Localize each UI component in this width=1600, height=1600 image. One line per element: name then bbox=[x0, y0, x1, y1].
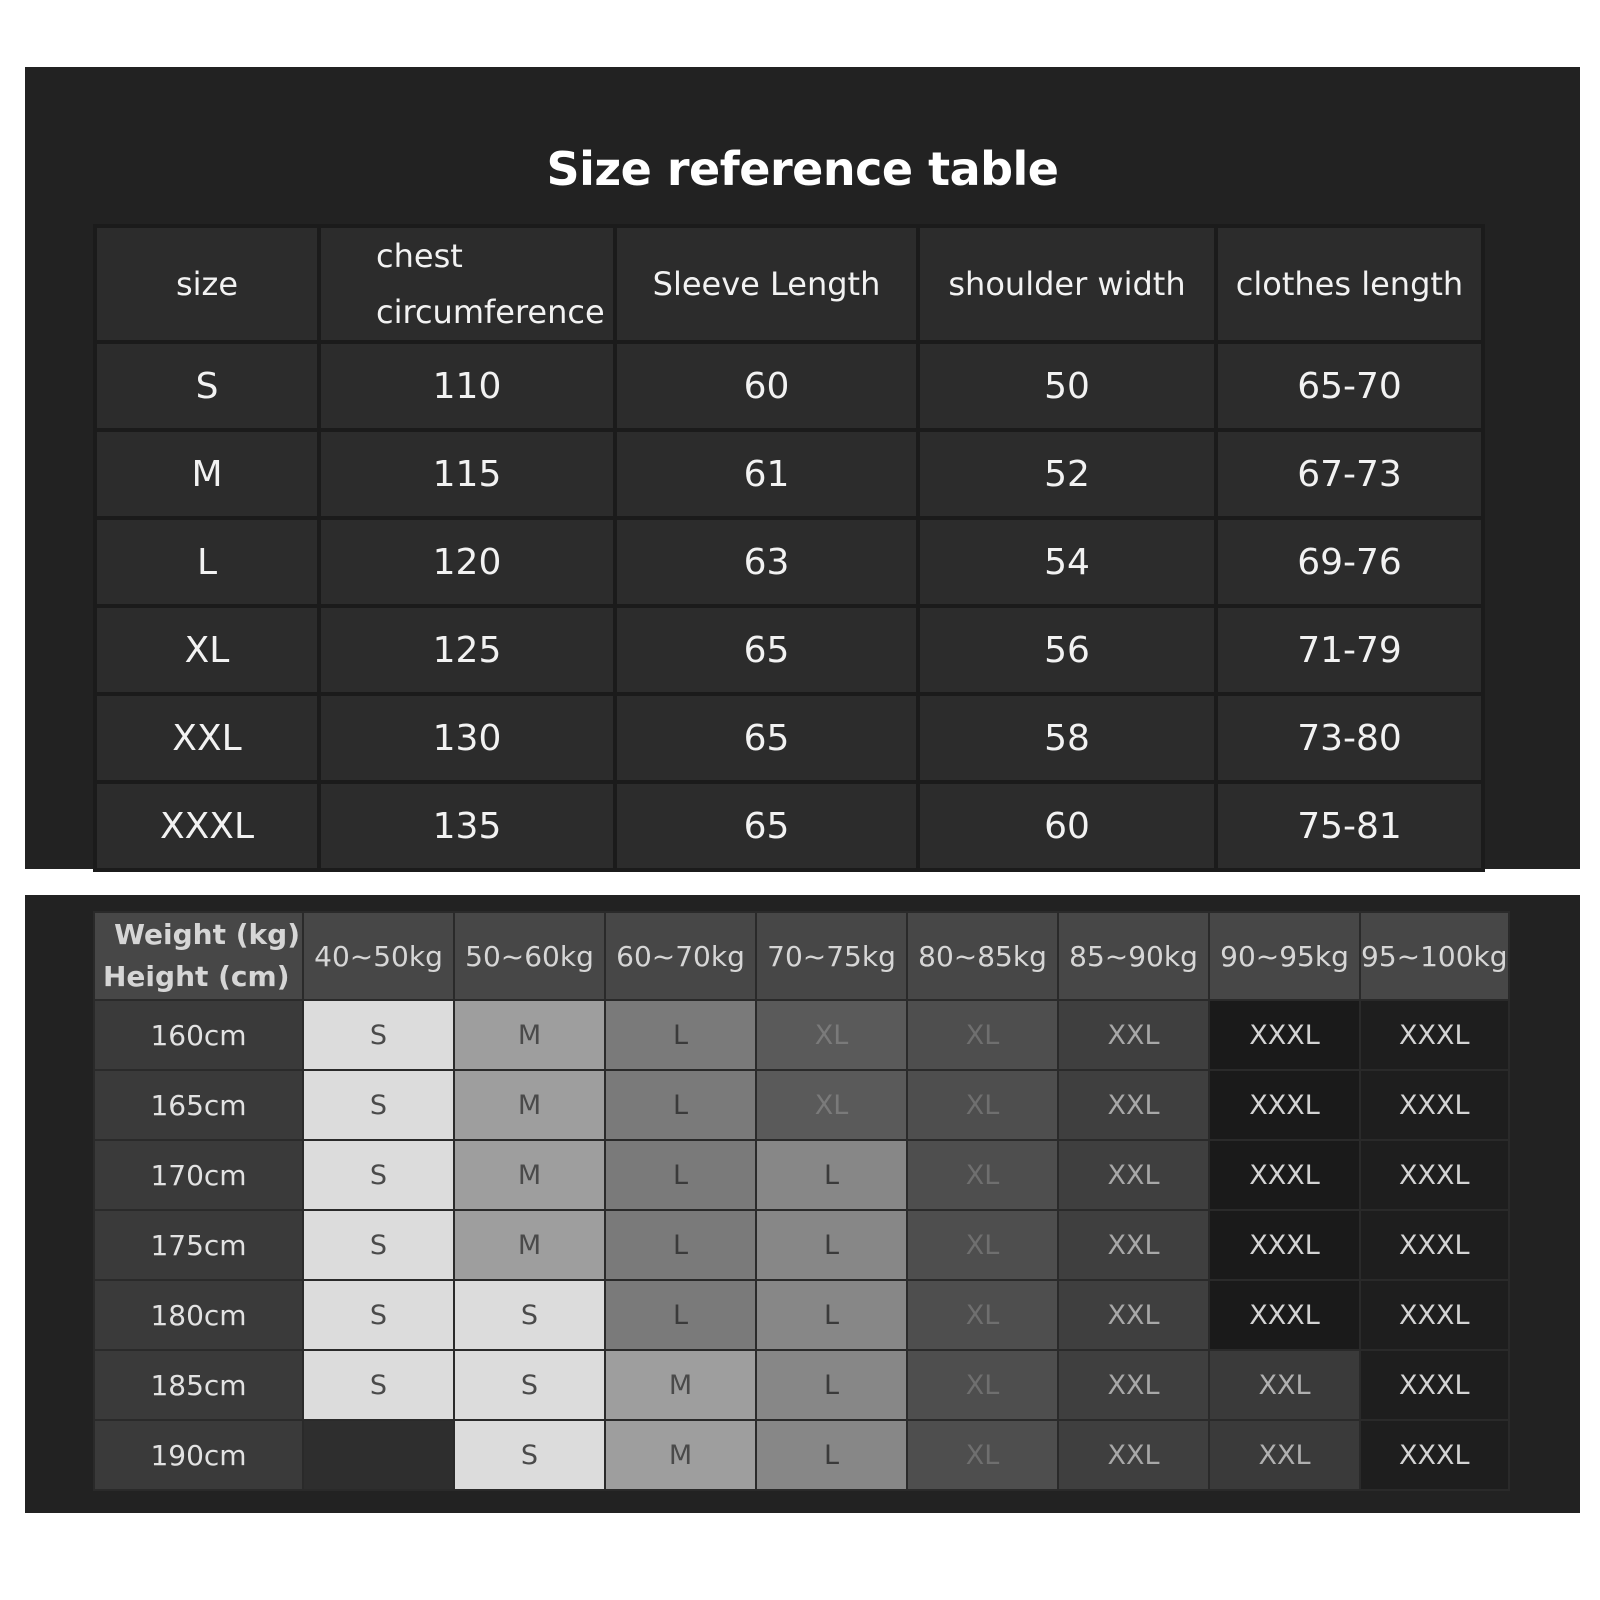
size-cell: XXXL bbox=[1360, 1070, 1509, 1140]
size-cell: XXL bbox=[1058, 1140, 1209, 1210]
size-cell: XXXL bbox=[1209, 1210, 1360, 1280]
size-cell: L bbox=[605, 1070, 756, 1140]
table-row bbox=[95, 342, 1483, 430]
cell-shoulder: 56 bbox=[918, 606, 1216, 694]
table-row bbox=[94, 1140, 1509, 1210]
size-cell: XXXL bbox=[1360, 1140, 1509, 1210]
size-cell: L bbox=[756, 1420, 907, 1490]
size-cell: XL bbox=[907, 1420, 1058, 1490]
cell-chest: 120 bbox=[319, 518, 615, 606]
size-cell: XL bbox=[907, 1210, 1058, 1280]
size-cell: XXL bbox=[1058, 1210, 1209, 1280]
size-cell: L bbox=[756, 1280, 907, 1350]
size-cell: XXXL bbox=[1360, 1420, 1509, 1490]
height-axis-label: Height (cm) bbox=[103, 960, 290, 993]
header-length: clothes length bbox=[1216, 226, 1483, 342]
cell-sleeve: 63 bbox=[615, 518, 918, 606]
size-cell: S bbox=[454, 1280, 605, 1350]
weight-header-row bbox=[94, 912, 1509, 1000]
size-cell: XXL bbox=[1058, 1420, 1209, 1490]
cell-length: 67-73 bbox=[1216, 430, 1483, 518]
size-cell: XXXL bbox=[1209, 1000, 1360, 1070]
table-row bbox=[95, 606, 1483, 694]
size-cell: M bbox=[454, 1210, 605, 1280]
size-cell: XXXL bbox=[1360, 1350, 1509, 1420]
size-cell: XXXL bbox=[1209, 1070, 1360, 1140]
height-weight-size-chart bbox=[93, 911, 1510, 1491]
header-size: size bbox=[95, 226, 319, 342]
cell-chest: 110 bbox=[319, 342, 615, 430]
table-row bbox=[94, 1350, 1509, 1420]
size-cell: XL bbox=[756, 1070, 907, 1140]
size-cell: XXXL bbox=[1360, 1000, 1509, 1070]
cell-size: S bbox=[95, 342, 319, 430]
size-cell: S bbox=[303, 1000, 454, 1070]
cell-sleeve: 65 bbox=[615, 606, 918, 694]
size-cell: XL bbox=[907, 1280, 1058, 1350]
weight-range: 60~70kg bbox=[605, 912, 756, 1000]
table-row bbox=[94, 1210, 1509, 1280]
header-chest-line2: circumference bbox=[376, 293, 605, 331]
size-cell: XXXL bbox=[1360, 1210, 1509, 1280]
size-cell: L bbox=[605, 1210, 756, 1280]
cell-size: XXL bbox=[95, 694, 319, 782]
weight-range: 95~100kg bbox=[1360, 912, 1509, 1000]
cell-shoulder: 52 bbox=[918, 430, 1216, 518]
size-cell: XXXL bbox=[1209, 1140, 1360, 1210]
table-row bbox=[94, 1000, 1509, 1070]
size-cell: XXL bbox=[1209, 1420, 1360, 1490]
header-chest-line1: chest bbox=[376, 237, 463, 275]
cell-length: 73-80 bbox=[1216, 694, 1483, 782]
cell-length: 65-70 bbox=[1216, 342, 1483, 430]
size-cell: L bbox=[605, 1000, 756, 1070]
header-shoulder: shoulder width bbox=[918, 226, 1216, 342]
cell-sleeve: 65 bbox=[615, 782, 918, 870]
size-cell: L bbox=[605, 1140, 756, 1210]
size-cell: S bbox=[303, 1140, 454, 1210]
cell-chest: 130 bbox=[319, 694, 615, 782]
cell-size: XL bbox=[95, 606, 319, 694]
size-cell: L bbox=[605, 1280, 756, 1350]
size-cell: XL bbox=[907, 1140, 1058, 1210]
header-sleeve: Sleeve Length bbox=[615, 226, 918, 342]
height-label: 180cm bbox=[94, 1280, 303, 1350]
size-cell: S bbox=[303, 1350, 454, 1420]
size-cell: XXL bbox=[1058, 1350, 1209, 1420]
weight-range: 50~60kg bbox=[454, 912, 605, 1000]
cell-shoulder: 58 bbox=[918, 694, 1216, 782]
size-cell: XXXL bbox=[1209, 1280, 1360, 1350]
weight-range: 80~85kg bbox=[907, 912, 1058, 1000]
size-cell: S bbox=[454, 1420, 605, 1490]
page-title: Size reference table bbox=[546, 142, 1059, 196]
size-cell: XL bbox=[907, 1000, 1058, 1070]
cell-chest: 125 bbox=[319, 606, 615, 694]
table-row bbox=[95, 518, 1483, 606]
weight-range: 85~90kg bbox=[1058, 912, 1209, 1000]
size-cell: XL bbox=[907, 1350, 1058, 1420]
cell-shoulder: 54 bbox=[918, 518, 1216, 606]
size-cell-empty bbox=[303, 1420, 454, 1490]
cell-sleeve: 65 bbox=[615, 694, 918, 782]
height-label: 165cm bbox=[94, 1070, 303, 1140]
size-cell: XL bbox=[756, 1000, 907, 1070]
size-cell: M bbox=[454, 1000, 605, 1070]
cell-sleeve: 60 bbox=[615, 342, 918, 430]
cell-length: 69-76 bbox=[1216, 518, 1483, 606]
size-cell: S bbox=[454, 1350, 605, 1420]
size-chart-panel bbox=[25, 895, 1580, 1513]
cell-size: XXXL bbox=[95, 782, 319, 870]
size-cell: S bbox=[303, 1070, 454, 1140]
table-row bbox=[95, 782, 1483, 870]
measurement-header-row bbox=[95, 226, 1483, 342]
cell-chest: 135 bbox=[319, 782, 615, 870]
size-cell: XL bbox=[907, 1070, 1058, 1140]
size-cell: S bbox=[303, 1280, 454, 1350]
table-row bbox=[94, 1420, 1509, 1490]
size-cell: M bbox=[605, 1350, 756, 1420]
size-cell: S bbox=[303, 1210, 454, 1280]
weight-axis-label: Weight (kg) bbox=[114, 918, 300, 951]
size-cell: XXL bbox=[1058, 1070, 1209, 1140]
cell-size: M bbox=[95, 430, 319, 518]
size-cell: XXXL bbox=[1360, 1280, 1509, 1350]
height-label: 175cm bbox=[94, 1210, 303, 1280]
size-cell: L bbox=[756, 1140, 907, 1210]
weight-range: 70~75kg bbox=[756, 912, 907, 1000]
table-row bbox=[94, 1070, 1509, 1140]
size-cell: M bbox=[605, 1420, 756, 1490]
table-row bbox=[95, 694, 1483, 782]
cell-chest: 115 bbox=[319, 430, 615, 518]
weight-range: 40~50kg bbox=[303, 912, 454, 1000]
cell-shoulder: 60 bbox=[918, 782, 1216, 870]
height-label: 170cm bbox=[94, 1140, 303, 1210]
header-chest bbox=[319, 226, 615, 342]
cell-size: L bbox=[95, 518, 319, 606]
cell-sleeve: 61 bbox=[615, 430, 918, 518]
table-row bbox=[94, 1280, 1509, 1350]
size-reference-panel bbox=[25, 67, 1580, 869]
height-label: 160cm bbox=[94, 1000, 303, 1070]
weight-range: 90~95kg bbox=[1209, 912, 1360, 1000]
height-label: 185cm bbox=[94, 1350, 303, 1420]
size-cell: XXL bbox=[1058, 1000, 1209, 1070]
cell-shoulder: 50 bbox=[918, 342, 1216, 430]
size-cell: L bbox=[756, 1210, 907, 1280]
size-cell: L bbox=[756, 1350, 907, 1420]
corner-header bbox=[94, 912, 303, 1000]
cell-length: 75-81 bbox=[1216, 782, 1483, 870]
size-cell: XXL bbox=[1209, 1350, 1360, 1420]
cell-length: 71-79 bbox=[1216, 606, 1483, 694]
size-cell: M bbox=[454, 1140, 605, 1210]
height-label: 190cm bbox=[94, 1420, 303, 1490]
measurement-table bbox=[93, 224, 1485, 872]
size-cell: XXL bbox=[1058, 1280, 1209, 1350]
table-row bbox=[95, 430, 1483, 518]
size-cell: M bbox=[454, 1070, 605, 1140]
